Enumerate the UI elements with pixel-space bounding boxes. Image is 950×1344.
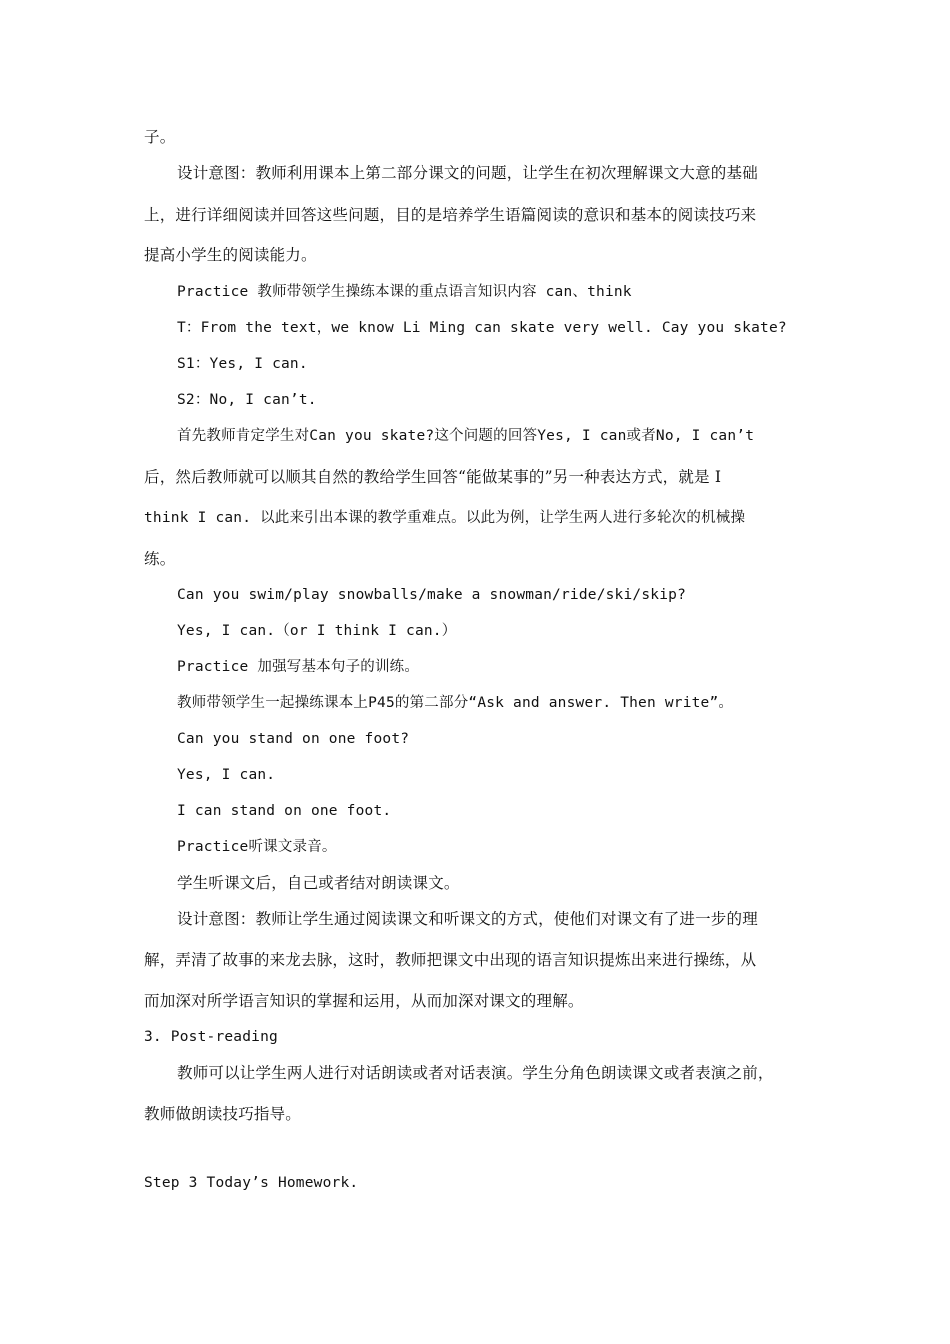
section-heading: Step 3 Today’s Homework.: [144, 1175, 359, 1191]
text-line: 练。: [144, 550, 176, 568]
text-line: 设计意图：教师利用课本上第二部分课文的问题，让学生在初次理解课文大意的基础: [177, 164, 758, 182]
text-line: 设计意图：教师让学生通过阅读课文和听课文的方式，使他们对课文有了进一步的理: [177, 910, 758, 928]
text-line: 上，进行详细阅读并回答这些问题，目的是培养学生语篇阅读的意识和基本的阅读技巧来: [144, 206, 757, 224]
text-line: S2：No, I can’t.: [177, 392, 317, 408]
text-line: S1：Yes, I can.: [177, 356, 308, 372]
text-line: I can stand on one foot.: [177, 803, 392, 819]
text-line: 后，然后教师就可以顺其自然的教给学生回答“能做某事的”另一种表达方式，就是 I: [144, 468, 722, 486]
text-line: T：From the text，we know Li Ming can skate very well. Cay you skate?: [177, 320, 787, 336]
text-line: Can you stand on one foot?: [177, 731, 410, 747]
text-line: Yes, I can.: [177, 767, 276, 783]
text-line: Yes, I can.（or I think I can.）: [177, 623, 457, 639]
text-line: Can you swim/play snowballs/make a snowman/ride/ski/skip?: [177, 587, 686, 603]
text-line: 而加深对所学语言知识的掌握和运用，从而加深对课文的理解。: [144, 992, 584, 1010]
text-line: 解，弄清了故事的来龙去脉，这时，教师把课文中出现的语言知识提炼出来进行操练，从: [144, 951, 757, 969]
text-line: 提高小学生的阅读能力。: [144, 246, 317, 264]
text-line: 教师可以让学生两人进行对话朗读或者对话表演。学生分角色朗读课文或者表演之前，: [177, 1064, 774, 1082]
text-line: think I can. 以此来引出本课的教学重难点。以此为例，让学生两人进行多轮次的机械操: [144, 510, 746, 526]
text-line: 教师带领学生一起操练课本上P45的第二部分“Ask and answer. Then write”。: [177, 695, 734, 711]
text-line: 教师做朗读技巧指导。: [144, 1105, 302, 1123]
text-line: Practice 加强写基本句子的训练。: [177, 659, 420, 675]
text-line: Practice听课文录音。: [177, 839, 337, 855]
text-line: Practice 教师带领学生操练本课的重点语言知识内容 can、think: [177, 284, 632, 300]
section-heading: 3. Post-reading: [144, 1029, 278, 1045]
text-line: 学生听课文后，自己或者结对朗读课文。: [177, 874, 460, 892]
text-line: 首先教师肯定学生对Can you skate?这个问题的回答Yes, I can或者No, I can’t: [177, 428, 755, 444]
text-line: 子。: [144, 128, 176, 146]
